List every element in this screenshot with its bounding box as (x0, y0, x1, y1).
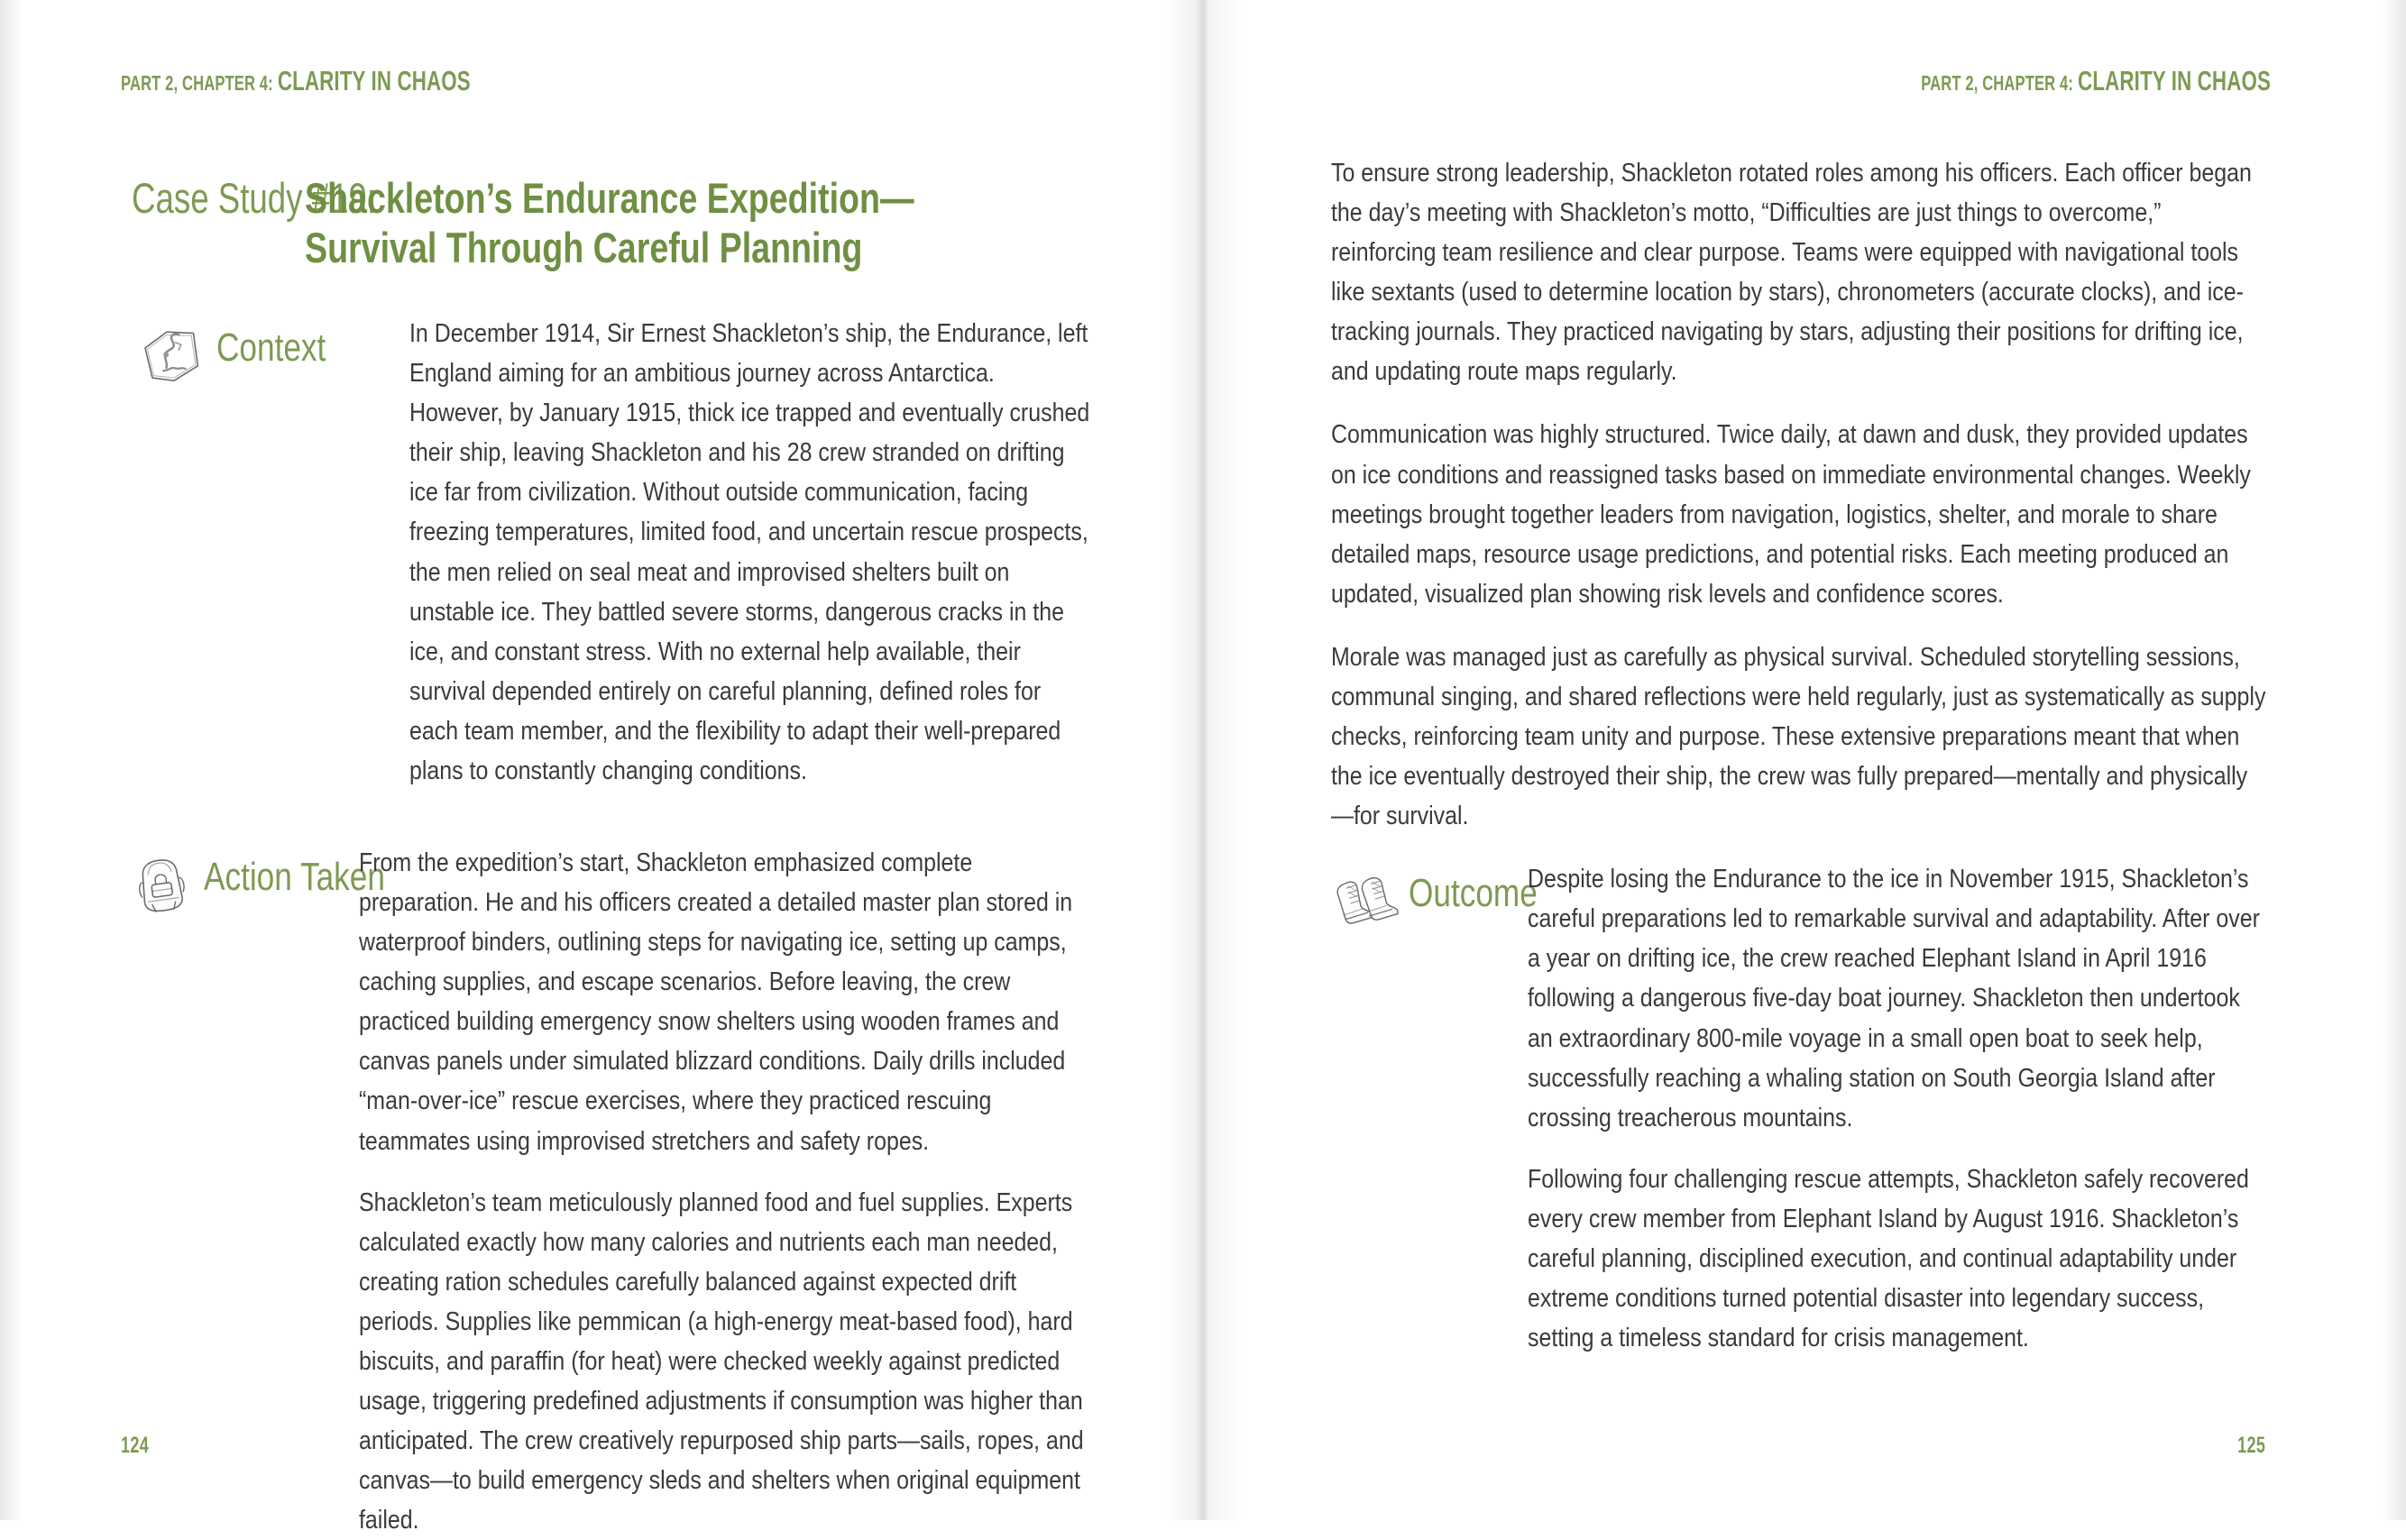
section-context-label: Context (216, 325, 326, 371)
running-head-chapter-title: CLARITY IN CHAOS (277, 65, 471, 96)
paragraph: From the expedition’s start, Shackleton emphasized complete preparation. He and his officers created a detailed master plan stored in waterproof binders, outlining steps for navigating ice, setting up camps, caching supplies, and escape scenarios. Before leaving, the crew practiced building emergency snow shelters using wooden frames and canvas panels under simulated blizzard conditions. Daily drills included “man-over-ice” rescue exercises, where they practiced rescuing teammates using improvised stretchers and safety ropes. (359, 848, 1073, 1156)
section-outcome (1331, 859, 2271, 1358)
section-outcome-body (1528, 859, 2271, 1358)
paragraph: Morale was managed just as carefully as physical survival. Scheduled storytelling sessions, communal singing, and shared reflections were held regularly, just as systematically as supply checks, reinforcing team unity and purpose. These extensive preparations meant that when the ice eventually destroyed their ship, the crew was fully prepared—mentally and physically—for survival. (1331, 642, 2266, 831)
section-action-taken-heading (126, 843, 385, 917)
paragraph: To ensure strong leadership, Shackleton rotated roles among his officers. Each officer began the day’s meeting with Shackleton’s motto, “Difficulties are just things to overcome,” reinforcing team resilience and clear purpose. Teams were equipped with navigational tools like sextants (used to determine location by stars), chronometers (accurate clocks), and ice-tracking journals. They practiced navigating by stars, adjusting their positions for drifting ice, and updating route maps regularly. (1331, 159, 2252, 387)
case-study-title-main: Shackleton’s Endurance Expedition—Survival Through Careful Planning (304, 174, 914, 271)
backpack-sketch-icon (126, 854, 197, 917)
boots-sketch-icon (1331, 870, 1401, 933)
section-outcome-heading (1331, 859, 1538, 933)
section-context-heading (139, 314, 409, 388)
section-context-body (409, 314, 1095, 791)
paragraph: Despite losing the Endurance to the ice in November 1915, Shackleton’s careful preparations led to remarkable survival and adaptability. After over a year on drifting ice, the crew reached Elephant Island in April 1916 following a dangerous five-day boat journey. Shackleton then undertook an extraordinary 800-mile voyage in a small open boat to seek help, successfully reaching a whaling station on South Georgia Island after crossing treacherous mountains. (1528, 865, 2260, 1132)
page-left (0, 0, 1203, 1535)
page-number-left: 124 (121, 1433, 150, 1458)
section-action-taken-body (359, 843, 1095, 1540)
section-action-taken-label: Action Taken (204, 854, 385, 899)
section-action-taken (126, 843, 1095, 1540)
map-sketch-icon (139, 325, 209, 388)
section-context (139, 314, 1095, 791)
section-outcome-label: Outcome (1409, 871, 1538, 916)
paragraph: Shackleton’s team meticulously planned food and fuel supplies. Experts calculated exactly how many calories and nutrients each man needed, creating ration schedules carefully balanced against expected drift periods. Supplies like pemmican (a high-energy meat-based food), hard biscuits, and paraffin (for heat) were checked weekly against predicted usage, triggering predefined adjustments if consumption was higher than anticipated. The crew creatively repurposed ship parts—sails, ropes, and canvas—to build emergency sleds and shelters when original equipment failed. (359, 1187, 1084, 1535)
case-study-kicker: Case Study #19: (132, 174, 377, 222)
page-right (1203, 0, 2406, 1520)
running-head-right (1594, 65, 2271, 97)
paragraph: In December 1914, Sir Ernest Shackleton’s ship, the Endurance, left England aiming for an ambitious journey across Antarctica. However, by January 1915, thick ice trapped and eventually crushed their ship, leaving Shackleton and his 28 crew stranded on drifting ice far from civilization. Without outside communication, facing freezing temperatures, limited food, and uncertain rescue prospects, the men relied on seal meat and improvised shelters built on unstable ice. They battled severe storms, dangerous cracks in the ice, and constant stress. With no external help available, their survival depended entirely on careful planning, defined roles for each team member, and the flexibility to adapt their well-prepared plans to constantly changing conditions. (409, 319, 1090, 785)
continued-body-column (1331, 153, 2271, 836)
running-head-chapter-title: CLARITY IN CHAOS (2078, 65, 2271, 96)
case-study-title (132, 173, 1095, 272)
running-head-part: PART 2, CHAPTER 4: (121, 71, 273, 95)
paragraph: Communication was highly structured. Twice daily, at dawn and dusk, they provided updates on ice conditions and reassigned tasks based on immediate environmental changes. Weekly meetings brought together leaders from navigation, logistics, shelter, and morale to share detailed maps, resource usage predictions, and potential risks. Each meeting produced an updated, visualized plan showing risk levels and confidence scores. (1331, 420, 2251, 609)
running-head-left (121, 65, 822, 97)
running-head-part: PART 2, CHAPTER 4: (1921, 71, 2074, 95)
page-number-right: 125 (2236, 1433, 2265, 1458)
paragraph: Following four challenging rescue attempts, Shackleton safely recovered every crew member from Elephant Island by August 1916. Shackleton’s careful planning, disciplined execution, and continual adaptability under extreme conditions turned potential disaster into legendary success, setting a timeless standard for crisis management. (1528, 1164, 2249, 1353)
